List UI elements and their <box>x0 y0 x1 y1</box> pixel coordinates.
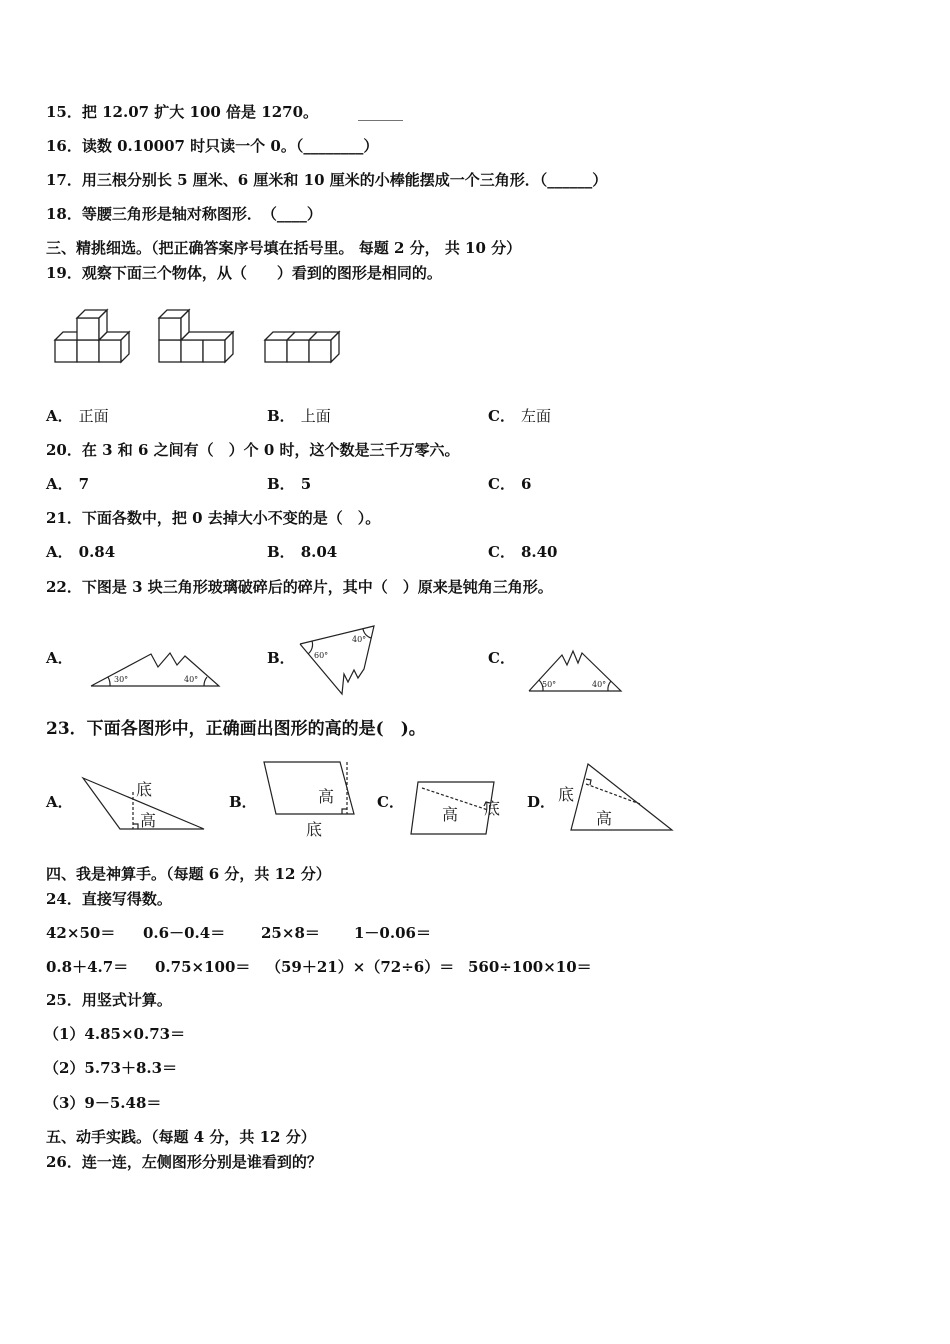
q20-option-c[interactable]: C． 6 <box>488 475 532 493</box>
question-17: 17．用三根分别长 5 厘米、6 厘米和 10 厘米的小棒能摆成一个三角形．（______） <box>46 171 608 189</box>
angle-label-c2: 40° <box>592 680 607 689</box>
angle-label-a1: 30° <box>114 675 129 684</box>
cubes-figure-3 <box>264 326 344 366</box>
base-label-c: 底 <box>484 799 501 818</box>
q23-option-d-label[interactable]: D． <box>527 793 556 811</box>
height-figure-b <box>260 760 360 840</box>
glass-fragment-c <box>526 645 626 695</box>
question-16: 16．读数 0.10007 时只读一个 0。（________） <box>46 137 379 155</box>
question-25: 25．用竖式计算。 <box>46 991 172 1009</box>
vertical-calc-3: （3）9－5.48＝ <box>44 1094 162 1112</box>
question-21: 21．下面各数中，把 0 去掉大小不变的是（ ）。 <box>46 509 381 527</box>
calc-item: 42×50＝ <box>46 924 116 942</box>
calc-item: 25×8＝ <box>261 924 320 942</box>
cubes-figure-1 <box>54 308 134 368</box>
calc-item: （59＋21）×（72÷6）＝ <box>266 958 455 976</box>
q23-option-a-label[interactable]: A． <box>46 793 73 811</box>
calc-item: 560÷100×10＝ <box>468 958 592 976</box>
q20-option-a[interactable]: A． 7 <box>46 475 90 493</box>
cubes-figure-2 <box>158 308 238 368</box>
height-label-c: 高 <box>442 805 459 824</box>
question-20: 20．在 3 和 6 之间有（ ）个 0 时，这个数是三千万零六。 <box>46 441 460 459</box>
section-5-title: 五、动手实践。（每题 4 分，共 12 分） <box>46 1128 316 1146</box>
q21-option-a[interactable]: A． 0.84 <box>46 543 116 561</box>
question-24: 24．直接写得数。 <box>46 890 172 908</box>
question-15: 15．把 12.07 扩大 100 倍是 1270。 ______ <box>46 103 404 121</box>
question-26: 26．连一连，左侧图形分别是谁看到的？ <box>46 1153 322 1171</box>
question-18: 18．等腰三角形是轴对称图形． （____） <box>46 205 322 223</box>
q23-option-b-label[interactable]: B． <box>229 793 257 811</box>
height-figure-c <box>408 778 518 838</box>
q23-option-c-label[interactable]: C． <box>377 793 404 811</box>
q21-option-c[interactable]: C． 8.40 <box>488 543 558 561</box>
q19-option-c[interactable]: C． 左面 <box>488 407 551 425</box>
glass-fragment-a <box>88 645 223 690</box>
calc-item: 1－0.06＝ <box>354 924 431 942</box>
section-3-title: 三、精挑细选。（把正确答案序号填在括号里。 每题 2 分， 共 10 分） <box>46 239 522 257</box>
glass-fragment-b <box>296 622 381 697</box>
q22-option-b-label[interactable]: B． <box>267 649 295 667</box>
angle-label-b1: 60° <box>314 651 329 660</box>
q22-option-c-label[interactable]: C． <box>488 649 515 667</box>
q19-option-b[interactable]: B． 上面 <box>267 407 331 425</box>
vertical-calc-2: （2）5.73＋8.3＝ <box>44 1059 178 1077</box>
vertical-calc-1: （1）4.85×0.73＝ <box>44 1025 186 1043</box>
calc-item: 0.8＋4.7＝ <box>46 958 129 976</box>
height-label-d: 高 <box>596 809 613 828</box>
height-figure-a <box>80 774 210 834</box>
calc-item: 0.6－0.4＝ <box>143 924 226 942</box>
q20-option-b[interactable]: B． 5 <box>267 475 312 493</box>
calc-item: 0.75×100＝ <box>155 958 251 976</box>
angle-label-c1: 50° <box>542 680 557 689</box>
section-4-title: 四、我是神算手。（每题 6 分，共 12 分） <box>46 865 331 883</box>
angle-label-a2: 40° <box>184 675 199 684</box>
question-22: 22．下图是 3 块三角形玻璃破碎后的碎片，其中（ ）原来是钝角三角形。 <box>46 578 553 596</box>
q21-option-b[interactable]: B． 8.04 <box>267 543 338 561</box>
height-figure-d <box>556 762 676 834</box>
base-label-a: 底 <box>136 780 153 799</box>
base-label-b: 底 <box>306 820 323 839</box>
question-19: 19．观察下面三个物体，从（ ）看到的图形是相同的。 <box>46 264 442 282</box>
height-label-b: 高 <box>318 787 335 806</box>
angle-label-b2: 40° <box>352 635 367 644</box>
q22-option-a-label[interactable]: A． <box>46 649 73 667</box>
height-label-a: 高 <box>140 811 157 830</box>
q19-option-a[interactable]: A． 正面 <box>46 407 109 425</box>
question-23: 23．下面各图形中，正确画出图形的高的是( )。 <box>46 719 426 739</box>
base-label-d: 底 <box>558 785 575 804</box>
